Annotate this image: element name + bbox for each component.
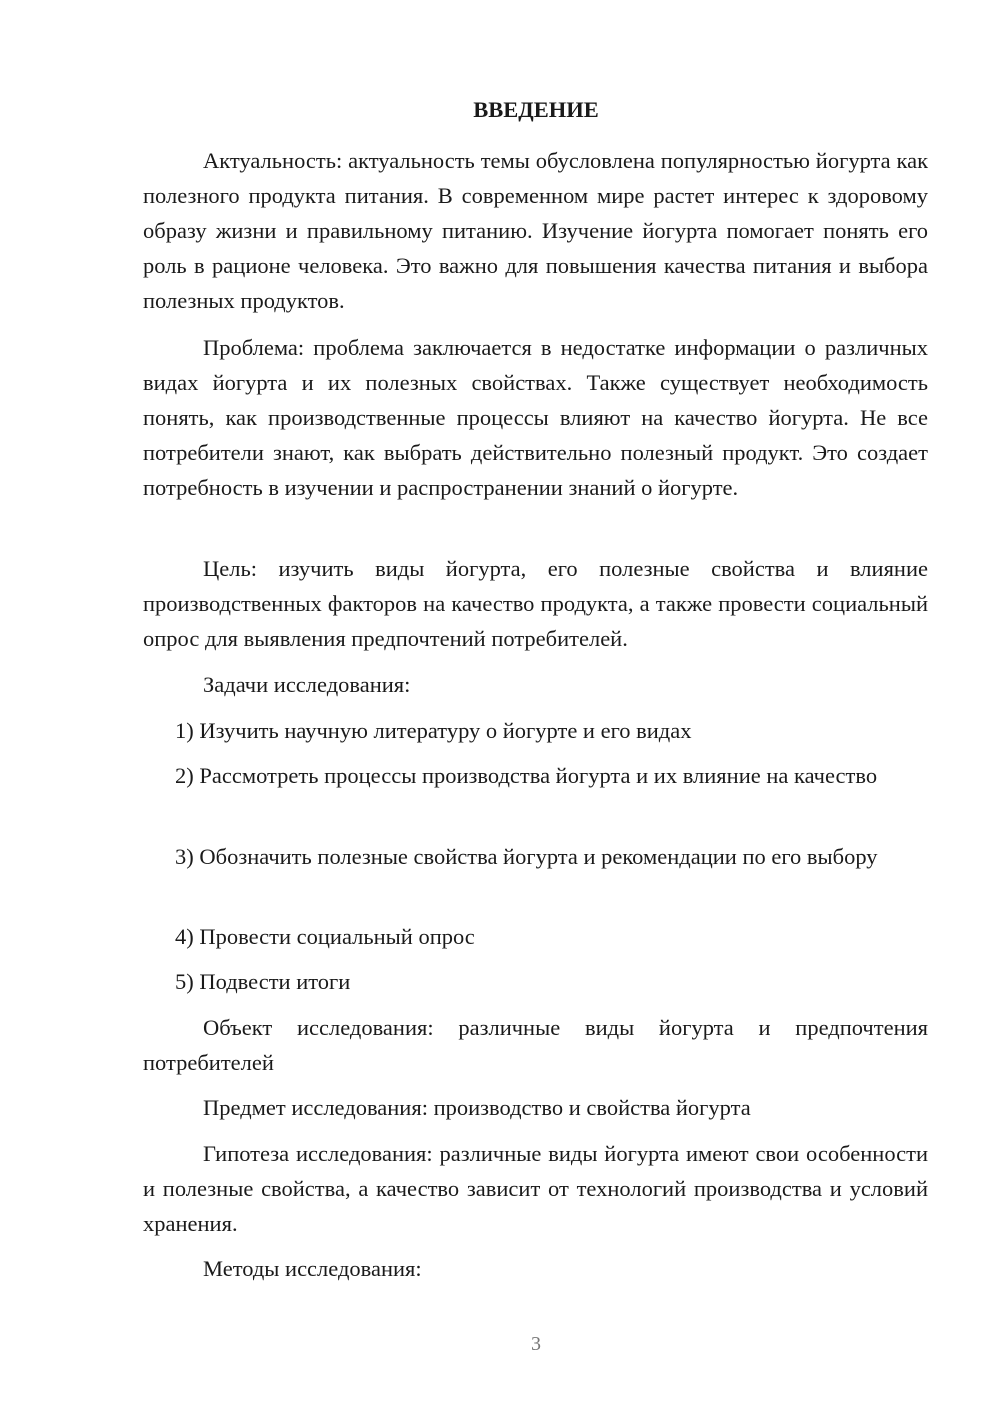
methods-heading: Методы исследования: xyxy=(203,1256,422,1281)
task-item-5: 5) Подвести итоги xyxy=(175,969,351,994)
tasks-heading: Задачи исследования: xyxy=(203,672,411,697)
task-item-4: 4) Провести социальный опрос xyxy=(175,924,475,949)
paragraph-object: Объект исследования: различные виды йогурта и предпочтения потребителей xyxy=(143,1015,928,1075)
page-title: ВВЕДЕНИЕ xyxy=(473,97,599,122)
task-item-1: 1) Изучить научную литературу о йогурте и его видах xyxy=(175,718,692,743)
task-item-3: 3) Обозначить полезные свойства йогурта и рекомендации по его выбору xyxy=(175,844,878,869)
paragraph-subject: Предмет исследования: производство и свойства йогурта xyxy=(203,1095,751,1120)
paragraph-hypothesis: Гипотеза исследования: различные виды йогурта имеют свои особенности и полезные свойства, а качество зависит от технологий производства и условий хранения. xyxy=(143,1141,928,1236)
page-number: 3 xyxy=(531,1333,541,1355)
paragraph-problem: Проблема: проблема заключается в недостатке информации о различных видах йогурта и их полезных свойствах. Также существует необходимость понять, как производственные процессы влияют на качество йогурта. Не все потребители знают, как выбрать действительно полезный продукт. Это создает потребность в изучении и распространении знаний о йогурте. xyxy=(143,335,928,500)
paragraph-goal: Цель: изучить виды йогурта, его полезные свойства и влияние производственных факторов на качество продукта, а также провести социальный опрос для выявления предпочтений потребителей. xyxy=(143,556,928,651)
task-item-2: 2) Рассмотреть процессы производства йогурта и их влияние на качество xyxy=(175,763,878,788)
paragraph-relevance: Актуальность: актуальность темы обусловлена популярностью йогурта как полезного продукта питания. В современном мире растет интерес к здоровому образу жизни и правильному питанию. Изучение йогурта помогает понять его роль в рационе человека. Это важно для повышения качества питания и выбора полезных продуктов. xyxy=(143,148,928,313)
